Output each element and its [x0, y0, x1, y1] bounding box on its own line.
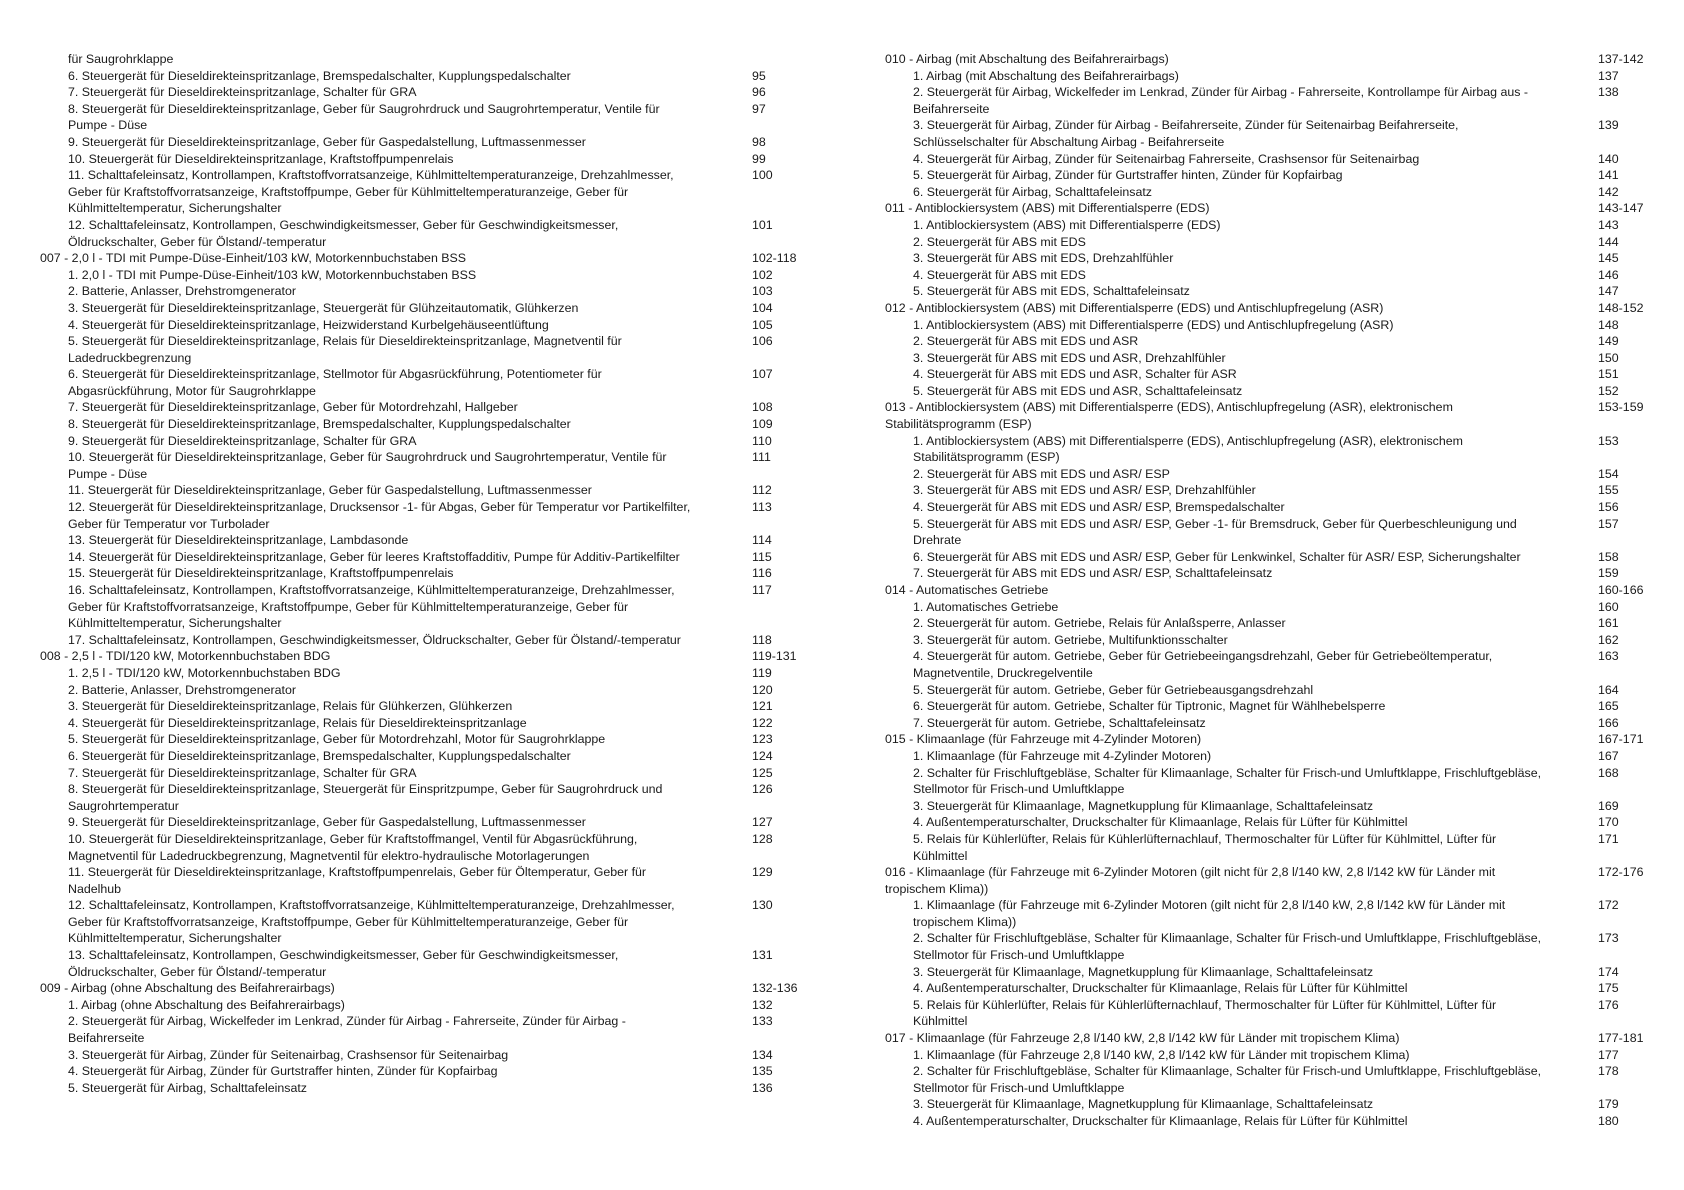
- entry-title: 2. Steuergerät für Airbag, Wickelfeder im Lenkrad, Zünder für Airbag - Fahrerseite, Kontrollampe für Airbag aus - Beifahrerseite: [913, 85, 1529, 116]
- index-subentry: [885, 715, 1655, 732]
- index-section-heading: [40, 250, 810, 267]
- entry-title: 3. Steuergerät für Klimaanlage, Magnetkupplung für Klimaanlage, Schalttafeleinsatz: [913, 964, 1374, 979]
- entry-title: 1. Antiblockiersystem (ABS) mit Differentialsperre (EDS) und Antischlupfregelung (ASR): [913, 317, 1394, 332]
- entry-title: 4. Steuergerät für Airbag, Zünder für Seitenairbag Fahrerseite, Crashsensor für Seitenairbag: [913, 151, 1420, 166]
- index-subentry: [40, 499, 810, 532]
- entry-title: 4. Steuergerät für Dieseldirekteinspritzanlage, Relais für Dieseldirekteinspritzanlage: [68, 715, 527, 730]
- entry-title: 5. Steuergerät für ABS mit EDS und ASR, Schalttafeleinsatz: [913, 383, 1243, 398]
- entry-title: 6. Steuergerät für Dieseldirekteinspritzanlage, Stellmotor für Abgasrückführung, Potentiometer für Abgasrückführung, Motor für Saugrohrklappe: [68, 367, 602, 398]
- entry-page-number: 108: [752, 400, 773, 415]
- entry-page-number: 124: [752, 748, 773, 763]
- entry-title: 3. Steuergerät für ABS mit EDS, Drehzahlfühler: [913, 251, 1174, 266]
- entry-title: 2. Steuergerät für ABS mit EDS: [913, 234, 1086, 249]
- index-subentry: [885, 798, 1655, 815]
- entry-title: 9. Steuergerät für Dieseldirekteinspritzanlage, Schalter für GRA: [68, 433, 417, 448]
- entry-title: 6. Steuergerät für autom. Getriebe, Schalter für Tiptronic, Magnet für Wählhebelsperre: [913, 699, 1386, 714]
- entry-page-number: 172: [1598, 898, 1619, 913]
- entry-page-number: 117: [752, 583, 772, 597]
- index-subentry: [40, 68, 810, 85]
- entry-page-number: 154: [1598, 466, 1619, 481]
- entry-title: 5. Steuergerät für Airbag, Zünder für Gurtstraffer hinten, Zünder für Kopfairbag: [913, 168, 1343, 183]
- entry-page-number: 169: [1598, 798, 1619, 813]
- index-subentry: [40, 1013, 810, 1046]
- entry-page-number: 103: [752, 284, 773, 299]
- entry-page-number: 95: [752, 68, 766, 83]
- entry-page-number: 177-181: [1598, 1031, 1644, 1046]
- entry-title: 5. Steuergerät für Dieseldirekteinspritzanlage, Geber für Motordrehzahl, Motor für Saugrohrklappe: [68, 732, 606, 747]
- index-subentry: [885, 184, 1655, 201]
- index-subentry: [40, 1063, 810, 1080]
- entry-title: 012 - Antiblockiersystem (ABS) mit Differentialsperre (EDS) und Antischlupfregelung (ASR): [885, 300, 1384, 315]
- index-subentry: [40, 831, 810, 864]
- entry-title: 1. Automatisches Getriebe: [913, 599, 1059, 614]
- entry-title: 5. Steuergerät für ABS mit EDS und ASR/ ESP, Geber -1- für Bremsdruck, Geber für Querbeschleunigung und Drehrate: [913, 516, 1517, 548]
- index-subentry: [885, 964, 1655, 981]
- entry-title: 11. Steuergerät für Dieseldirekteinspritzanlage, Geber für Gaspedalstellung, Luftmassenmesser: [68, 483, 592, 498]
- entry-title: 6. Steuergerät für Dieseldirekteinspritzanlage, Bremspedalschalter, Kupplungspedalschalter: [68, 748, 571, 763]
- entry-page-number: 146: [1598, 267, 1619, 282]
- index-subentry: [40, 765, 810, 782]
- entry-page-number: 153-159: [1598, 400, 1644, 415]
- index-subentry: [885, 350, 1655, 367]
- index-subentry: [885, 1113, 1655, 1130]
- index-subentry: [40, 748, 810, 765]
- entry-title: 4. Außentemperaturschalter, Druckschalter für Klimaanlage, Relais für Lüfter für Kühlmittel: [913, 1114, 1408, 1128]
- entry-page-number: 157: [1598, 516, 1619, 531]
- entry-title: 15. Steuergerät für Dieseldirekteinspritzanlage, Kraftstoffpumpenrelais: [68, 566, 454, 581]
- entry-title: 4. Steuergerät für ABS mit EDS: [913, 267, 1086, 282]
- index-subentry: [40, 333, 810, 366]
- entry-title: 7. Steuergerät für ABS mit EDS und ASR/ ESP, Schalttafeleinsatz: [913, 566, 1273, 581]
- entry-page-number: 168: [1598, 765, 1619, 780]
- entry-page-number: 161: [1598, 616, 1619, 631]
- entry-title: 3. Steuergerät für Dieseldirekteinspritzanlage, Relais für Glühkerzen, Glühkerzen: [68, 699, 513, 714]
- index-subentry: [40, 532, 810, 549]
- entry-page-number: 97: [752, 101, 766, 116]
- entry-title: 3. Steuergerät für ABS mit EDS und ASR, Drehzahlfühler: [913, 350, 1226, 365]
- entry-page-number: 106: [752, 334, 773, 349]
- entry-page-number: 163: [1598, 649, 1619, 664]
- index-subentry: [885, 383, 1655, 400]
- entry-page-number: 101: [752, 217, 773, 232]
- index-subentry: [40, 781, 810, 814]
- entry-title: 7. Steuergerät für Dieseldirekteinspritzanlage, Geber für Motordrehzahl, Hallgeber: [68, 400, 518, 415]
- entry-title: 6. Steuergerät für ABS mit EDS und ASR/ ESP, Geber für Lenkwinkel, Schalter für ASR/ ESP, Sicherungshalter: [913, 549, 1521, 564]
- entry-title: 2. Steuergerät für ABS mit EDS und ASR/ ESP: [913, 466, 1170, 481]
- entry-title: 3. Steuergerät für Airbag, Zünder für Seitenairbag, Crashsensor für Seitenairbag: [68, 1047, 509, 1062]
- entry-page-number: 112: [752, 483, 772, 498]
- entry-title: 013 - Antiblockiersystem (ABS) mit Differentialsperre (EDS), Antischlupfregelung (ASR), elektronischem Stabilitätsprogramm (ESP): [885, 400, 1453, 432]
- entry-page-number: 180: [1598, 1114, 1619, 1128]
- index-subentry: [40, 1047, 810, 1064]
- entry-page-number: 116: [752, 566, 772, 581]
- entry-page-number: 115: [752, 549, 772, 564]
- index-subentry: [40, 897, 810, 947]
- entry-title: 1. Klimaanlage (für Fahrzeuge mit 4-Zylinder Motoren): [913, 748, 1212, 763]
- entry-page-number: 119-131: [752, 649, 797, 664]
- entry-page-number: 127: [752, 815, 773, 830]
- entry-title: 8. Steuergerät für Dieseldirekteinspritzanlage, Geber für Saugrohrdruck und Saugrohrtemperatur, Ventile für Pumpe - Düse: [68, 101, 660, 133]
- entry-page-number: 160: [1598, 599, 1619, 614]
- entry-page-number: 149: [1598, 334, 1619, 349]
- entry-page-number: 99: [752, 151, 766, 166]
- entry-title: 7. Steuergerät für Dieseldirekteinspritzanlage, Schalter für GRA: [68, 765, 417, 780]
- entry-page-number: 177: [1598, 1047, 1619, 1062]
- index-section-heading: [885, 731, 1655, 748]
- entry-page-number: 121: [752, 699, 773, 714]
- entry-page-number: 167-171: [1598, 732, 1644, 747]
- index-subentry: [885, 997, 1655, 1030]
- entry-page-number: 104: [752, 300, 773, 315]
- entry-title: 1. Klimaanlage (für Fahrzeuge mit 6-Zylinder Motoren (gilt nicht für 2,8 l/140 kW, 2,8 l/142 kW für Länder mit tropischem Klima)): [913, 898, 1506, 929]
- entry-page-number: 153: [1598, 433, 1619, 448]
- index-subentry: [885, 897, 1655, 930]
- index-subentry: [885, 748, 1655, 765]
- index-subentry: [40, 416, 810, 433]
- entry-page-number: 131: [752, 948, 773, 963]
- index-subentry: [885, 682, 1655, 699]
- entry-page-number: 132-136: [752, 981, 798, 996]
- index-subentry: [885, 1063, 1655, 1096]
- entry-title: 4. Steuergerät für Airbag, Zünder für Gurtstraffer hinten, Zünder für Kopfairbag: [68, 1064, 498, 1079]
- entry-page-number: 162: [1598, 632, 1619, 647]
- entry-title: 5. Steuergerät für ABS mit EDS, Schalttafeleinsatz: [913, 284, 1190, 299]
- entry-title: 10. Steuergerät für Dieseldirekteinspritzanlage, Geber für Saugrohrdruck und Saugrohrtemperatur, Ventile für Pumpe - Düse: [68, 450, 667, 481]
- index-subentry: [885, 549, 1655, 566]
- index-subentry: [885, 565, 1655, 582]
- entry-page-number: 102-118: [752, 251, 797, 266]
- entry-title: 010 - Airbag (mit Abschaltung des Beifahrerairbags): [885, 52, 1169, 66]
- index-subentry: [40, 582, 810, 632]
- entry-title: 9. Steuergerät für Dieseldirekteinspritzanlage, Geber für Gaspedalstellung, Luftmassenmesser: [68, 815, 586, 830]
- entry-page-number: 132: [752, 997, 773, 1012]
- entry-title: 1. Antiblockiersystem (ABS) mit Differentialsperre (EDS), Antischlupfregelung (ASR), elektronischem Stabilitätsprogramm (ESP): [913, 433, 1463, 465]
- entry-title: 2. Steuergerät für ABS mit EDS und ASR: [913, 334, 1139, 349]
- entry-title: 5. Steuergerät für Dieseldirekteinspritzanlage, Relais für Dieseldirekteinspritzanlage, Magnetventil für Ladedruckbegrenzung: [68, 334, 622, 365]
- index-subentry: [40, 698, 810, 715]
- entry-page-number: 144: [1598, 234, 1619, 249]
- index-subentry: [40, 449, 810, 482]
- entry-title: 3. Steuergerät für Airbag, Zünder für Airbag - Beifahrerseite, Zünder für Seitenairbag Beifahrerseite, Schlüsselschalter für Abschaltung Airbag - Beifahrerseite: [913, 118, 1459, 149]
- entry-title: 2. Schalter für Frischluftgebläse, Schalter für Klimaanlage, Schalter für Frisch-und Umluftklappe, Frischluftgebläse, Stellmotor für Frisch-und Umluftklappe: [913, 1064, 1542, 1095]
- index-subentry: [885, 317, 1655, 334]
- index-subentry: [885, 499, 1655, 516]
- index-subentry: [40, 549, 810, 566]
- index-subentry: [40, 433, 810, 450]
- index-subentry: [885, 433, 1655, 466]
- index-subentry: [40, 399, 810, 416]
- entry-title: 11. Steuergerät für Dieseldirekteinspritzanlage, Kraftstoffpumpenrelais, Geber für Öltemperatur, Geber für Nadelhub: [68, 865, 647, 896]
- right-index-column: [885, 51, 1655, 1130]
- entry-page-number: 136: [752, 1080, 773, 1095]
- index-subentry: [40, 814, 810, 831]
- entry-title: 1. Airbag (ohne Abschaltung des Beifahrerairbags): [68, 997, 345, 1012]
- entry-page-number: 113: [752, 500, 772, 515]
- entry-title: 5. Steuergerät für Airbag, Schalttafeleinsatz: [68, 1080, 308, 1095]
- index-subentry: [885, 1096, 1655, 1113]
- index-subentry: [885, 980, 1655, 997]
- entry-title: 3. Steuergerät für Dieseldirekteinspritzanlage, Steuergerät für Glühzeitautomatik, Glühkerzen: [68, 300, 579, 315]
- index-subentry: [885, 151, 1655, 168]
- entry-page-number: 158: [1598, 549, 1619, 564]
- entry-page-number: 141: [1598, 168, 1619, 183]
- left-index-column: [40, 51, 810, 1096]
- entry-title: 4. Steuergerät für ABS mit EDS und ASR/ ESP, Bremspedalschalter: [913, 500, 1285, 515]
- entry-page-number: 100: [752, 168, 773, 183]
- entry-page-number: 111: [752, 450, 771, 465]
- index-section-heading: [885, 300, 1655, 317]
- entry-page-number: 138: [1598, 85, 1619, 100]
- index-subentry: [40, 101, 810, 134]
- entry-page-number: 134: [752, 1047, 773, 1062]
- entry-title: 016 - Klimaanlage (für Fahrzeuge mit 6-Zylinder Motoren (gilt nicht für 2,8 l/140 kW, 2,8 l/142 kW für Länder mit tropischem Klima)): [885, 865, 1496, 896]
- index-subentry: [885, 599, 1655, 616]
- entry-title: 10. Steuergerät für Dieseldirekteinspritzanlage, Geber für Kraftstoffmangel, Ventil für Abgasrückführung, Magnetventil für Ladedruckbegrenzung, Magnetventil für elektro-hydraulische Motorlagerungen: [68, 831, 638, 863]
- entry-title: 4. Steuergerät für Dieseldirekteinspritzanlage, Heizwiderstand Kurbelgehäuseentlüftung: [68, 317, 549, 332]
- index-subentry: [885, 516, 1655, 549]
- entry-page-number: 174: [1598, 964, 1619, 979]
- entry-title: 1. Antiblockiersystem (ABS) mit Differentialsperre (EDS): [913, 217, 1221, 232]
- index-subentry: [40, 715, 810, 732]
- index-subentry: [40, 151, 810, 168]
- entry-title: 4. Außentemperaturschalter, Druckschalter für Klimaanlage, Relais für Lüfter für Kühlmittel: [913, 815, 1408, 830]
- index-section-heading: [885, 864, 1655, 897]
- entry-page-number: 118: [752, 632, 772, 647]
- entry-title: 11. Schalttafeleinsatz, Kontrollampen, Kraftstoffvorratsanzeige, Kühlmitteltemperaturanzeige, Drehzahlmesser, Geber für Kraftstoffvorratsanzeige, Kraftstoffpumpe, Geber für Kühlmitteltemperaturanzeige, Geber für Kühlmitteltemperatur, Sicherungshalter: [68, 168, 674, 216]
- index-subentry: [885, 117, 1655, 150]
- entry-title: 6. Steuergerät für Airbag, Schalttafeleinsatz: [913, 184, 1153, 199]
- entry-page-number: 126: [752, 782, 773, 797]
- index-subentry: [885, 648, 1655, 681]
- index-section-heading: [40, 980, 810, 997]
- entry-page-number: 105: [752, 317, 773, 332]
- index-subentry: [40, 682, 810, 699]
- entry-title: 007 - 2,0 l - TDI mit Pumpe-Düse-Einheit/103 kW, Motorkennbuchstaben BSS: [40, 251, 467, 266]
- index-subentry: [40, 731, 810, 748]
- entry-page-number: 147: [1598, 284, 1619, 299]
- entry-page-number: 130: [752, 898, 773, 913]
- entry-title: 12. Schalttafeleinsatz, Kontrollampen, Geschwindigkeitsmesser, Geber für Geschwindigkeitsmesser, Öldruckschalter, Geber für Ölstand/-temperatur: [68, 217, 619, 249]
- entry-page-number: 148: [1598, 317, 1619, 332]
- entry-page-number: 96: [752, 85, 766, 100]
- index-subentry: [885, 632, 1655, 649]
- index-subentry: [885, 930, 1655, 963]
- index-section-heading: [885, 200, 1655, 217]
- entry-title: 6. Steuergerät für Dieseldirekteinspritzanlage, Bremspedalschalter, Kupplungspedalschalter: [68, 68, 571, 83]
- entry-title: 015 - Klimaanlage (für Fahrzeuge mit 4-Zylinder Motoren): [885, 732, 1202, 747]
- entry-page-number: 110: [752, 433, 772, 448]
- entry-page-number: 139: [1598, 118, 1619, 133]
- index-subentry: [40, 167, 810, 217]
- index-subentry: [40, 51, 810, 68]
- index-subentry: [885, 68, 1655, 85]
- entry-title: 5. Relais für Kühlerlüfter, Relais für Kühlerlüfternachlauf, Thermoschalter für Lüfter für Kühlmittel, Lüfter für Kühlmittel: [913, 997, 1497, 1029]
- entry-page-number: 159: [1598, 566, 1619, 581]
- entry-title: 2. Schalter für Frischluftgebläse, Schalter für Klimaanlage, Schalter für Frisch-und Umluftklappe, Frischluftgebläse, Stellmotor für Frisch-und Umluftklappe: [913, 765, 1542, 797]
- entry-page-number: 107: [752, 367, 773, 382]
- entry-page-number: 137-142: [1598, 52, 1644, 66]
- entry-page-number: 152: [1598, 383, 1619, 398]
- entry-page-number: 171: [1598, 831, 1619, 846]
- index-subentry: [40, 134, 810, 151]
- entry-title: 13. Schalttafeleinsatz, Kontrollampen, Geschwindigkeitsmesser, Geber für Geschwindigkeitsmesser, Öldruckschalter, Geber für Ölstand/-temperatur: [68, 948, 619, 979]
- entry-title: 008 - 2,5 l - TDI/120 kW, Motorkennbuchstaben BDG: [40, 649, 331, 664]
- index-subentry: [40, 84, 810, 101]
- entry-title: 9. Steuergerät für Dieseldirekteinspritzanlage, Geber für Gaspedalstellung, Luftmassenmesser: [68, 134, 586, 149]
- entry-page-number: 172-176: [1598, 865, 1644, 880]
- entry-title: 8. Steuergerät für Dieseldirekteinspritzanlage, Steuergerät für Einspritzpumpe, Geber für Saugrohrdruck und Saugrohrtemperatur: [68, 782, 663, 813]
- index-subentry: [885, 482, 1655, 499]
- index-subentry: [885, 1047, 1655, 1064]
- entry-page-number: 122: [752, 715, 773, 730]
- index-subentry: [885, 765, 1655, 798]
- index-subentry: [885, 615, 1655, 632]
- entry-page-number: 179: [1598, 1097, 1619, 1112]
- entry-page-number: 167: [1598, 748, 1619, 763]
- entry-title: 014 - Automatisches Getriebe: [885, 583, 1049, 597]
- index-subentry: [40, 665, 810, 682]
- index-subentry: [40, 217, 810, 250]
- entry-title: 14. Steuergerät für Dieseldirekteinspritzanlage, Geber für leeres Kraftstoffadditiv, Pumpe für Additiv-Partikelfilter: [68, 549, 680, 564]
- entry-title: 5. Steuergerät für autom. Getriebe, Geber für Getriebeausgangsdrehzahl: [913, 682, 1314, 697]
- entry-title: 011 - Antiblockiersystem (ABS) mit Differentialsperre (EDS): [885, 201, 1210, 216]
- entry-title: 2. Steuergerät für autom. Getriebe, Relais für Anlaßsperre, Anlasser: [913, 616, 1286, 631]
- entry-title: 8. Steuergerät für Dieseldirekteinspritzanlage, Bremspedalschalter, Kupplungspedalschalter: [68, 417, 571, 432]
- entry-page-number: 143-147: [1598, 201, 1644, 216]
- entry-page-number: 120: [752, 682, 773, 697]
- entry-title: 1. Klimaanlage (für Fahrzeuge 2,8 l/140 kW, 2,8 l/142 kW für Länder mit tropischem Klima): [913, 1047, 1410, 1062]
- entry-title: 10. Steuergerät für Dieseldirekteinspritzanlage, Kraftstoffpumpenrelais: [68, 151, 454, 166]
- entry-title: 3. Steuergerät für Klimaanlage, Magnetkupplung für Klimaanlage, Schalttafeleinsatz: [913, 1097, 1374, 1112]
- entry-title: 4. Steuergerät für ABS mit EDS und ASR, Schalter für ASR: [913, 367, 1237, 382]
- entry-page-number: 155: [1598, 483, 1619, 498]
- entry-page-number: 156: [1598, 500, 1619, 515]
- entry-page-number: 102: [752, 267, 773, 282]
- entry-title: 1. 2,0 l - TDI mit Pumpe-Düse-Einheit/103 kW, Motorkennbuchstaben BSS: [68, 267, 477, 282]
- entry-title: 1. 2,5 l - TDI/120 kW, Motorkennbuchstaben BDG: [68, 665, 341, 680]
- index-subentry: [40, 947, 810, 980]
- index-subentry: [885, 283, 1655, 300]
- index-section-heading: [885, 399, 1655, 432]
- index-subentry: [40, 997, 810, 1014]
- entry-page-number: 166: [1598, 715, 1619, 730]
- entry-title: 5. Relais für Kühlerlüfter, Relais für Kühlerlüfternachlauf, Thermoschalter für Lüfter für Kühlmittel, Lüfter für Kühlmittel: [913, 831, 1497, 863]
- entry-title: 13. Steuergerät für Dieseldirekteinspritzanlage, Lambdasonde: [68, 533, 409, 548]
- entry-title: 7. Steuergerät für Dieseldirekteinspritzanlage, Schalter für GRA: [68, 85, 417, 100]
- entry-title: für Saugrohrklappe: [68, 52, 174, 66]
- entry-page-number: 114: [752, 533, 772, 548]
- entry-page-number: 125: [752, 765, 773, 780]
- entry-title: 12. Schalttafeleinsatz, Kontrollampen, Kraftstoffvorratsanzeige, Kühlmitteltemperaturanzeige, Drehzahlmesser, Geber für Kraftstoffvorratsanzeige, Kraftstoffpumpe, Geber für Kühlmitteltemperaturanzeige, Geber für Kühlmitteltemperatur, Sicherungshalter: [68, 898, 675, 946]
- index-section-heading: [885, 582, 1655, 599]
- index-subentry: [40, 565, 810, 582]
- index-subentry: [885, 267, 1655, 284]
- index-subentry: [885, 814, 1655, 831]
- index-subentry: [40, 482, 810, 499]
- entry-title: 16. Schalttafeleinsatz, Kontrollampen, Kraftstoffvorratsanzeige, Kühlmitteltemperaturanzeige, Drehzahlmesser, Geber für Kraftstoffvorratsanzeige, Kraftstoffpumpe, Geber für Kühlmitteltemperaturanzeige, Geber für Kühlmitteltemperatur, Sicherungshalter: [68, 583, 675, 631]
- index-subentry: [40, 1080, 810, 1097]
- entry-page-number: 176: [1598, 997, 1619, 1012]
- index-subentry: [885, 234, 1655, 251]
- index-section-heading: [885, 51, 1655, 68]
- entry-title: 3. Steuergerät für ABS mit EDS und ASR/ ESP, Drehzahlfühler: [913, 483, 1256, 498]
- index-subentry: [885, 250, 1655, 267]
- index-subentry: [885, 831, 1655, 864]
- index-subentry: [885, 333, 1655, 350]
- entry-title: 2. Batterie, Anlasser, Drehstromgenerator: [68, 682, 296, 697]
- entry-page-number: 129: [752, 865, 773, 880]
- entry-page-number: 178: [1598, 1064, 1619, 1079]
- entry-page-number: 173: [1598, 931, 1619, 946]
- entry-title: 12. Steuergerät für Dieseldirekteinspritzanlage, Drucksensor -1- für Abgas, Geber für Temperatur vor Partikelfilter, Geber für Temperatur vor Turbolader: [68, 500, 691, 531]
- entry-page-number: 128: [752, 831, 773, 846]
- entry-page-number: 140: [1598, 151, 1619, 166]
- index-subentry: [885, 167, 1655, 184]
- index-subentry: [885, 217, 1655, 234]
- entry-page-number: 148-152: [1598, 300, 1644, 315]
- entry-title: 2. Schalter für Frischluftgebläse, Schalter für Klimaanlage, Schalter für Frisch-und Umluftklappe, Frischluftgebläse, Stellmotor für Frisch-und Umluftklappe: [913, 931, 1542, 963]
- index-subentry: [885, 84, 1655, 117]
- entry-page-number: 165: [1598, 699, 1619, 714]
- entry-title: 4. Außentemperaturschalter, Druckschalter für Klimaanlage, Relais für Lüfter für Kühlmittel: [913, 981, 1408, 996]
- entry-title: 017 - Klimaanlage (für Fahrzeuge 2,8 l/140 kW, 2,8 l/142 kW für Länder mit tropischem Klima): [885, 1031, 1400, 1046]
- entry-page-number: 142: [1598, 184, 1619, 199]
- index-subentry: [40, 267, 810, 284]
- entry-page-number: 137: [1598, 68, 1619, 83]
- index-subentry: [40, 317, 810, 334]
- entry-page-number: 175: [1598, 981, 1619, 996]
- entry-title: 3. Steuergerät für autom. Getriebe, Multifunktionsschalter: [913, 632, 1228, 647]
- entry-page-number: 123: [752, 732, 773, 747]
- index-section-heading: [40, 648, 810, 665]
- entry-page-number: 135: [752, 1064, 773, 1079]
- index-subentry: [40, 283, 810, 300]
- index-subentry: [40, 632, 810, 649]
- entry-page-number: 170: [1598, 815, 1619, 830]
- entry-page-number: 151: [1598, 367, 1619, 382]
- index-subentry: [40, 300, 810, 317]
- entry-page-number: 133: [752, 1014, 773, 1029]
- entry-page-number: 160-166: [1598, 583, 1644, 597]
- index-subentry: [885, 366, 1655, 383]
- entry-title: 4. Steuergerät für autom. Getriebe, Geber für Getriebeeingangsdrehzahl, Geber für Getriebeöltemperatur, Magnetventile, Druckregelventile: [913, 649, 1493, 680]
- entry-title: 17. Schalttafeleinsatz, Kontrollampen, Geschwindigkeitsmesser, Öldruckschalter, Geber für Ölstand/-temperatur: [68, 632, 681, 647]
- entry-title: 009 - Airbag (ohne Abschaltung des Beifahrerairbags): [40, 981, 335, 996]
- entry-page-number: 119: [752, 665, 772, 680]
- entry-page-number: 164: [1598, 682, 1619, 697]
- entry-page-number: 143: [1598, 217, 1619, 232]
- index-subentry: [885, 466, 1655, 483]
- entry-page-number: 145: [1598, 251, 1619, 266]
- index-section-heading: [885, 1030, 1655, 1047]
- entry-page-number: 109: [752, 417, 773, 432]
- entry-page-number: 150: [1598, 350, 1619, 365]
- entry-title: 3. Steuergerät für Klimaanlage, Magnetkupplung für Klimaanlage, Schalttafeleinsatz: [913, 798, 1374, 813]
- entry-title: 1. Airbag (mit Abschaltung des Beifahrerairbags): [913, 68, 1179, 83]
- index-subentry: [885, 698, 1655, 715]
- entry-title: 2. Batterie, Anlasser, Drehstromgenerator: [68, 284, 296, 299]
- entry-title: 2. Steuergerät für Airbag, Wickelfeder im Lenkrad, Zünder für Airbag - Fahrerseite, Zünder für Airbag - Beifahrerseite: [68, 1014, 626, 1046]
- index-subentry: [40, 864, 810, 897]
- index-subentry: [40, 366, 810, 399]
- entry-page-number: 98: [752, 134, 766, 149]
- entry-title: 7. Steuergerät für autom. Getriebe, Schalttafeleinsatz: [913, 715, 1206, 730]
